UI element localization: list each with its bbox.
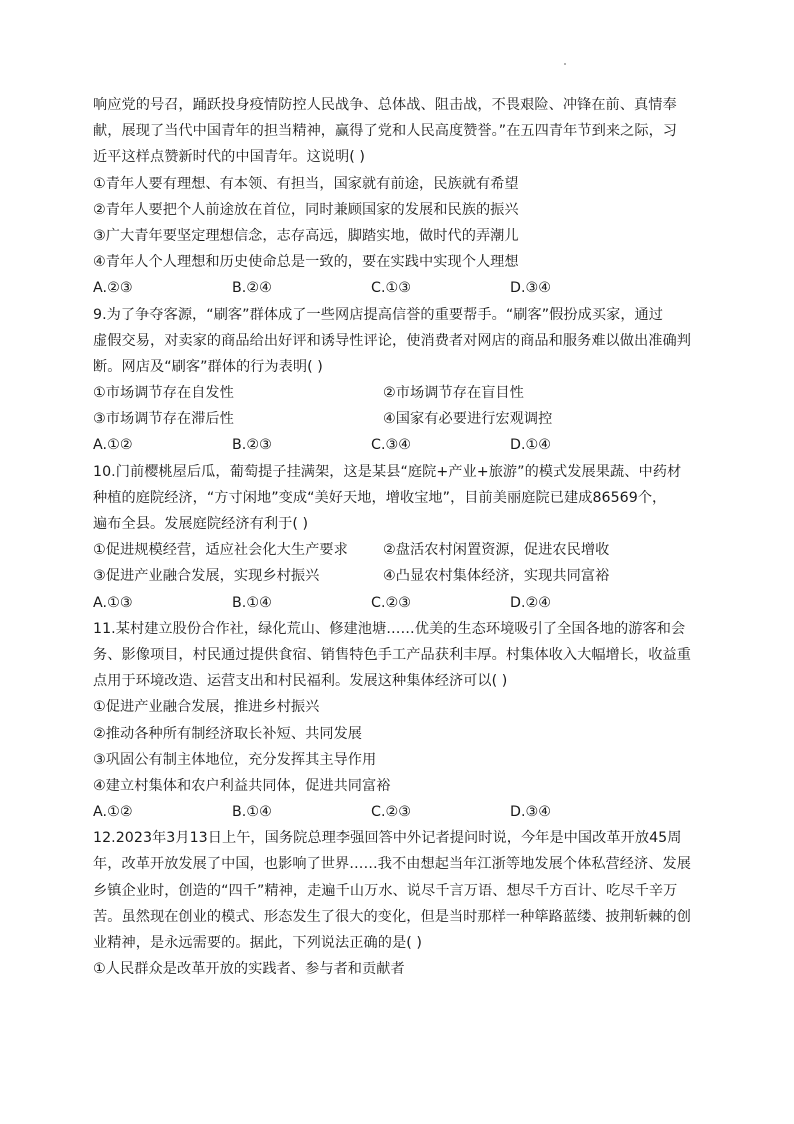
- statement-item: ②市场调节存在盲目性: [383, 385, 524, 402]
- option-d: D.①④: [510, 437, 552, 454]
- option-d: D.②④: [510, 594, 552, 611]
- option-b: B.①④: [232, 804, 272, 821]
- option-b: B.②④: [232, 280, 272, 297]
- option-d: D.③④: [510, 804, 552, 821]
- statement-row: [93, 406, 703, 432]
- question-stem-line: 近平这样点赞新时代的中国青年。这说明( ): [93, 149, 366, 166]
- question-11: [93, 616, 703, 826]
- answer-options: [93, 799, 703, 825]
- question-10: [93, 459, 703, 616]
- question-stem-line: 12.2023年3月13日上午，国务院总理李强回答中外记者提问时说，今年是中国改革开放45周: [93, 830, 682, 847]
- option-c: C.②③: [371, 594, 412, 611]
- answer-options: [93, 590, 703, 616]
- question-stem-line: 9.为了争夺客源，“刷客”群体成了一些网店提高信誉的重要帮手。“刷客”假扮成买家，通过: [93, 306, 664, 323]
- statement-item: ③巩固公有制主体地位，充分发挥其主导作用: [93, 751, 377, 768]
- answer-options: [93, 432, 703, 458]
- statement-item: ②盘活农村闲置资源，促进农民增收: [383, 542, 610, 559]
- statement-item: ④国家有必要进行宏观调控: [383, 411, 553, 428]
- statement-item: ④凸显农村集体经济，实现共同富裕: [383, 568, 610, 585]
- question-9: [93, 302, 703, 459]
- statement-item: ②推动各种所有制经济取长补短、共同发展: [93, 725, 363, 742]
- option-b: B.①④: [232, 594, 272, 611]
- question-stem-line: 响应党的号召，踊跃投身疫情防控人民战争、总体战、阻击战，不畏艰险、冲锋在前、真情奉: [93, 97, 677, 113]
- statement-item: ①市场调节存在自发性: [93, 385, 234, 402]
- question-stem-line: 务、影像项目，村民通过提供食宿、销售特色手工产品获利丰厚。村集体收入大幅增长，收益重: [93, 646, 691, 663]
- question-8: [93, 92, 703, 302]
- statement-item: ④青年人个人理想和历史使命总是一致的，要在实践中实现个人理想: [93, 254, 519, 271]
- question-stem-line: 乡镇企业时，创造的“四千”精神，走遍千山万水、说尽千言万语、想尽千方百计、吃尽千辛万: [93, 882, 678, 899]
- statement-item: ③促进产业融合发展，实现乡村振兴: [93, 568, 320, 585]
- question-stem-line: 10.门前樱桃屋后瓜，葡萄提子挂满架，这是某县“庭院+产业+旅游”的模式发展果蔬、中药材: [93, 463, 682, 480]
- statement-row: [93, 537, 703, 563]
- statement-item: ③市场调节存在滞后性: [93, 411, 234, 428]
- question-stem-line: 年，改革开放发展了中国，也影响了世界……我不由想起当年江浙等地发展个体私营经济、发展: [93, 856, 691, 873]
- option-d: D.③④: [510, 280, 552, 297]
- statement-item: ①促进规模经营，适应社会化大生产要求: [93, 542, 348, 559]
- question-stem-line: 苦。虽然现在创业的模式、形态发生了很大的变化，但是当时那样一种筚路蓝缕、披荆斩棘的创: [93, 908, 691, 925]
- statement-item: ①青年人要有理想、有本领、有担当，国家就有前途，民族就有希望: [93, 175, 519, 192]
- question-stem-line: 种植的庭院经济，“方寸闲地”变成“美好天地，增收宝地”，目前美丽庭院已建成86569个，: [93, 489, 667, 506]
- page-mark: [564, 63, 566, 65]
- option-b: B.②③: [232, 437, 272, 454]
- statement-item: ④建立村集体和农户利益共同体，促进共同富裕: [93, 777, 391, 794]
- question-stem-line: 点用于环境改造、运营支出和村民福利。发展这种集体经济可以( ): [93, 673, 508, 690]
- question-stem-line: 献，展现了当代中国青年的担当精神，赢得了党和人民高度赞誉。”在五四青年节到来之际，习: [93, 123, 678, 140]
- question-stem-line: 业精神，是永远需要的。据此，下列说法正确的是( ): [93, 935, 422, 951]
- statement-item: ②青年人要把个人前途放在首位，同时兼顾国家的发展和民族的振兴: [93, 201, 519, 218]
- question-stem-line: 断。网店及“刷客”群体的行为表明( ): [93, 358, 323, 375]
- question-stem-line: 虚假交易，对卖家的商品给出好评和诱导性评论，使消费者对网店的商品和服务难以做出准确判: [93, 332, 691, 349]
- option-c: C.①③: [371, 280, 412, 297]
- statement-row: [93, 563, 703, 589]
- question-stem-line: 11.某村建立股份合作社，绿化荒山、修建池塘……优美的生态环境吸引了全国各地的游客和会: [93, 620, 686, 637]
- option-c: C.③④: [371, 437, 412, 454]
- option-a: A.①②: [93, 804, 133, 821]
- option-a: A.①③: [93, 594, 133, 611]
- answer-options: [93, 275, 703, 301]
- question-stem-line: 遍布全县。发展庭院经济有利于( ): [93, 516, 309, 532]
- statement-row: [93, 380, 703, 406]
- statement-item: ①促进产业融合发展，推进乡村振兴: [93, 699, 320, 716]
- option-c: C.②③: [371, 804, 412, 821]
- statement-item: ③广大青年要坚定理想信念，志存高远，脚踏实地，做时代的弄潮儿: [93, 227, 519, 244]
- statement-item: ①人民群众是改革开放的实践者、参与者和贡献者: [93, 961, 405, 978]
- question-12: [93, 825, 703, 982]
- option-a: A.①②: [93, 437, 133, 454]
- page-content: [93, 92, 703, 982]
- option-a: A.②③: [93, 280, 133, 297]
